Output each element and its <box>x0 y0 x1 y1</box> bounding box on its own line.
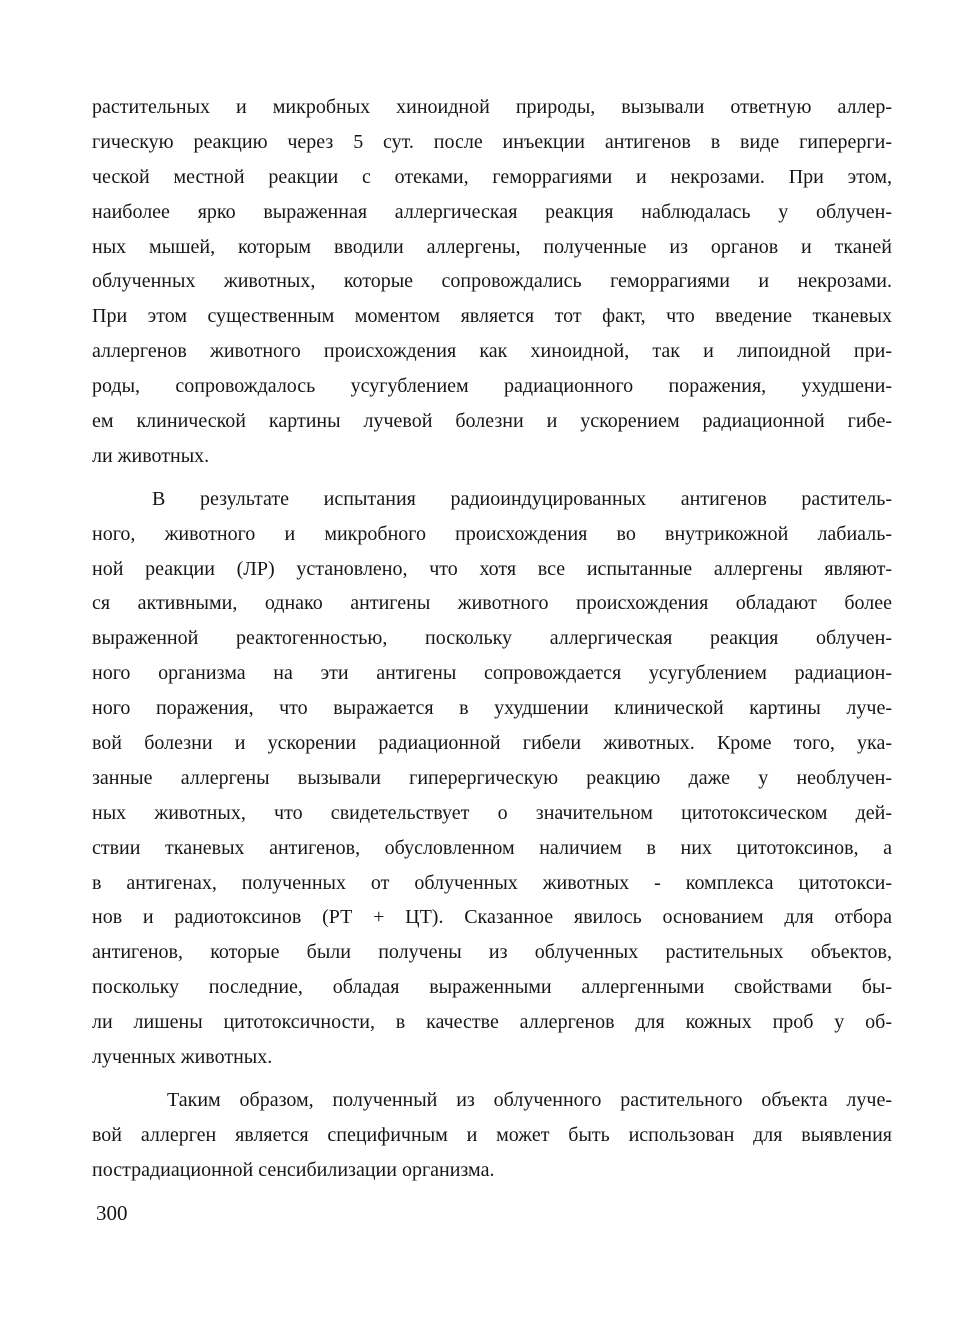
text-line: ных мышей, которым вводили аллергены, полученные из органов и тканей <box>92 235 892 258</box>
text-line: вой аллерген является специфичным и может быть использован для выявления <box>92 1123 892 1146</box>
text-line: поскольку последние, обладая выраженными аллергенными свойствами бы- <box>92 976 892 999</box>
text-line: ем клинической картины лучевой болезни и ускорением радиационной гибе- <box>92 410 892 433</box>
text-line: При этом существенным моментом является тот факт, что введение тканевых <box>92 305 892 328</box>
text-line: ся активными, однако антигены животного происхождения обладают более <box>92 592 892 615</box>
text-line: занные аллергены вызывали гиперергическую реакцию даже у необлучен- <box>92 766 892 789</box>
paragraph-gap <box>92 1075 892 1083</box>
text-line: аллергенов животного происхождения как хиноидной, так и липоидной при- <box>92 340 892 363</box>
text-line: в антигенах, полученных от облученных животных - комплекса цитотокси- <box>92 871 892 894</box>
text-line: ли животных. <box>92 444 210 467</box>
text-line: ли лишены цитотоксичности, в качестве аллергенов для кожных проб у об- <box>92 1011 892 1034</box>
text-line: вой болезни и ускорении радиационной гибели животных. Кроме того, ука- <box>92 732 892 755</box>
text-line: ного организма на эти антигены сопровождается усугублением радиацион- <box>92 662 892 685</box>
text-line: пострадиационной сенсибилизации организма. <box>92 1158 495 1181</box>
text-line: ческой местной реакции с отеками, геморрагиями и некрозами. При этом, <box>92 165 892 188</box>
page-number: 300 <box>96 1201 128 1225</box>
text-line: выраженной реактогенностью, поскольку аллергическая реакция облучен- <box>92 627 892 650</box>
paragraph-2 <box>92 482 892 1075</box>
text-line: ной реакции (ЛР) установлено, что хотя все испытанные аллергены являют- <box>92 557 892 580</box>
paragraph-1 <box>92 90 892 474</box>
text-line: В результате испытания радиоиндуцированных антигенов раститель- <box>152 487 892 510</box>
text-line: Таким образом, полученный из облученного растительного объекта луче- <box>167 1088 892 1111</box>
text-line: растительных и микробных хиноидной природы, вызывали ответную аллер- <box>92 96 892 118</box>
text-line: ного поражения, что выражается в ухудшении клинической картины луче- <box>92 697 892 720</box>
paragraph-gap <box>92 474 892 482</box>
text-line: ных животных, что свидетельствует о значительном цитотоксическом дей- <box>92 801 892 824</box>
text-line: гическую реакцию через 5 сут. после инъекции антигенов в виде гиперерги- <box>92 130 892 153</box>
text-line: ного, животного и микробного происхождения во внутрикожной лабиаль- <box>92 522 892 545</box>
text-line: наиболее ярко выраженная аллергическая реакция наблюдалась у облучен- <box>92 200 892 223</box>
text-line: антигенов, которые были получены из облученных растительных объектов, <box>92 941 892 964</box>
paragraph-3 <box>92 1083 892 1188</box>
text-line: нов и радиотоксинов (РТ + ЦТ). Сказанное явилось основанием для отбора <box>92 906 892 929</box>
body-text <box>92 90 892 1188</box>
text-line: ствии тканевых антигенов, обусловленном наличием в них цитотоксинов, а <box>92 836 892 859</box>
text-line: роды, сопровождалось усугублением радиационного поражения, ухудшени- <box>92 375 892 398</box>
text-line: лученных животных. <box>92 1046 273 1069</box>
text-line: облученных животных, которые сопровождались геморрагиями и некрозами. <box>92 270 892 293</box>
